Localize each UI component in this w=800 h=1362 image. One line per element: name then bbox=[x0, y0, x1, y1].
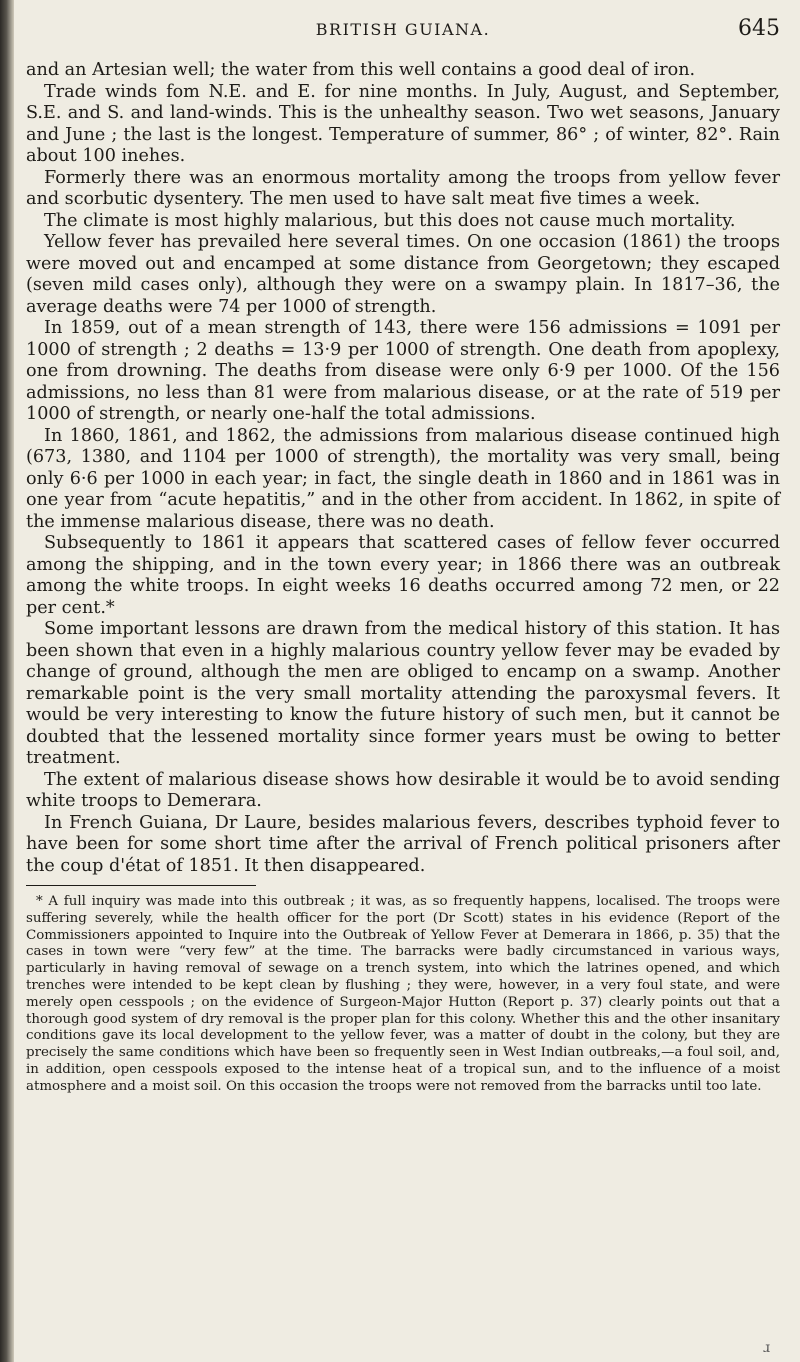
running-head: BRITISH GUIANA. bbox=[315, 20, 491, 39]
page-header bbox=[26, 0, 780, 60]
paragraph-trade-winds: Trade winds fom N.E. and E. for nine months. In July, August, and September, S.E. and S. and land-winds. This is the unhealthy season. Two wet seasons, January and June ; the last is the longest. Temperature of summer, 86° ; of winter, 82°. Rain about 100 inehes. bbox=[26, 81, 780, 166]
paragraph-climate: The climate is most highly malarious, but this does not cause much mortality. bbox=[44, 210, 736, 231]
binding-gutter bbox=[0, 0, 14, 1362]
paragraph-1860-1862-statistics: In 1860, 1861, and 1862, the admissions from malarious disease continued high (673, 1380, and 1104 per 1000 of strength), the mortality was very small, being only 6·6 per 1000 in each year; in fact, the single death in 1860 and in 1861 was in one year from “acute hepatitis,” and in the other from accident. In 1862, in spite of the immense malarious disease, there was no death. bbox=[26, 425, 780, 532]
body-text bbox=[26, 60, 780, 877]
footnote-rule bbox=[26, 885, 256, 886]
corner-mark: ɹ bbox=[762, 1340, 770, 1356]
paragraph-yellow-fever: Yellow fever has prevailed here several times. On one occasion (1861) the troops were moved out and encamped at some distance from Georgetown; they escaped (seven mild cases only), although they were on a swampy plain. In 1817–36, the average deaths were 74 per 1000 of strength. bbox=[26, 232, 780, 317]
paragraph-extent-malarious: The extent of malarious disease shows how desirable it would be to avoid sending white troops to Demerara. bbox=[26, 769, 780, 811]
footnote: * A full inquiry was made into this outbreak ; it was, as so frequently happens, localised. The troops were suffering severely, while the health officer for the port (Dr Scott) states in his evidence (Report of the Commissioners appointed to Inquire into the Outbreak of Yellow Fever at Demerara in 1866, p. 35) that the cases in town were “very few” at the time. The barracks were badly circumstanced in various ways, particularly in having removal of sewage on a trench system, into which the latrines opened, and which trenches were intended to be kept clean by flushing ; they were, however, in a very foul state, and were merely open cesspools ; on the evidence of Surgeon-Major Hutton (Report p. 37) clearly points out that a thorough good system of dry removal is the proper plan for this colony. Whether this and the other insanitary conditions gave its local development to the yellow fever, was a matter of doubt in the colony, but they are precisely the same conditions which have been so frequently seen in West Indian outbreaks,—a foul soil, and, in addition, open cesspools exposed to the intense heat of a tropical sun, and to the influence of a moist atmosphere and a moist soil. On this occasion the troops were not removed from the barracks until too late. bbox=[26, 894, 780, 1094]
paragraph-1859-statistics: In 1859, out of a mean strength of 143, there were 156 admissions = 1091 per 1000 of strength ; 2 deaths = 13·9 per 1000 of strength. One death from apoplexy, one from drowning. The deaths from disease were only 6·9 per 1000. Of the 156 admissions, no less than 81 were from malarious disease, or at the rate of 519 per 1000 of strength, or nearly one-half the total admissions. bbox=[26, 318, 780, 424]
paragraph-former-mortality: Formerly there was an enormous mortality among the troops from yellow fever and scorbutic dysentery. The men used to have salt meat five times a week. bbox=[26, 167, 780, 209]
book-page bbox=[26, 0, 780, 1096]
paragraph-subsequent-cases: Subsequently to 1861 it appears that scattered cases of fellow fever occurred among the shipping, and in the town every year; in 1866 there was an outbreak among the white troops. In eight weeks 16 deaths occurred among 72 men, or 22 per cent.* bbox=[26, 533, 780, 618]
page-number: 645 bbox=[738, 16, 780, 41]
paragraph-french-guiana: In French Guiana, Dr Laure, besides malarious fevers, describes typhoid fever to have been for some short time after the arrival of French political prisoners after the coup d'état of 1851. It then disappeared. bbox=[26, 812, 780, 876]
paragraph-artesian-well: and an Artesian well; the water from this well contains a good deal of iron. bbox=[26, 60, 696, 80]
paragraph-lessons: Some important lessons are drawn from the medical history of this station. It has been shown that even in a highly malarious country yellow fever may be evaded by change of ground, although the men are obliged to encamp on a swamp. Another remarkable point is the very small mortality attending the paroxysmal fevers. It would be very interesting to know the future history of such men, but it cannot be doubted that the lessened mortality since former years must be owing to better treatment. bbox=[26, 619, 780, 768]
